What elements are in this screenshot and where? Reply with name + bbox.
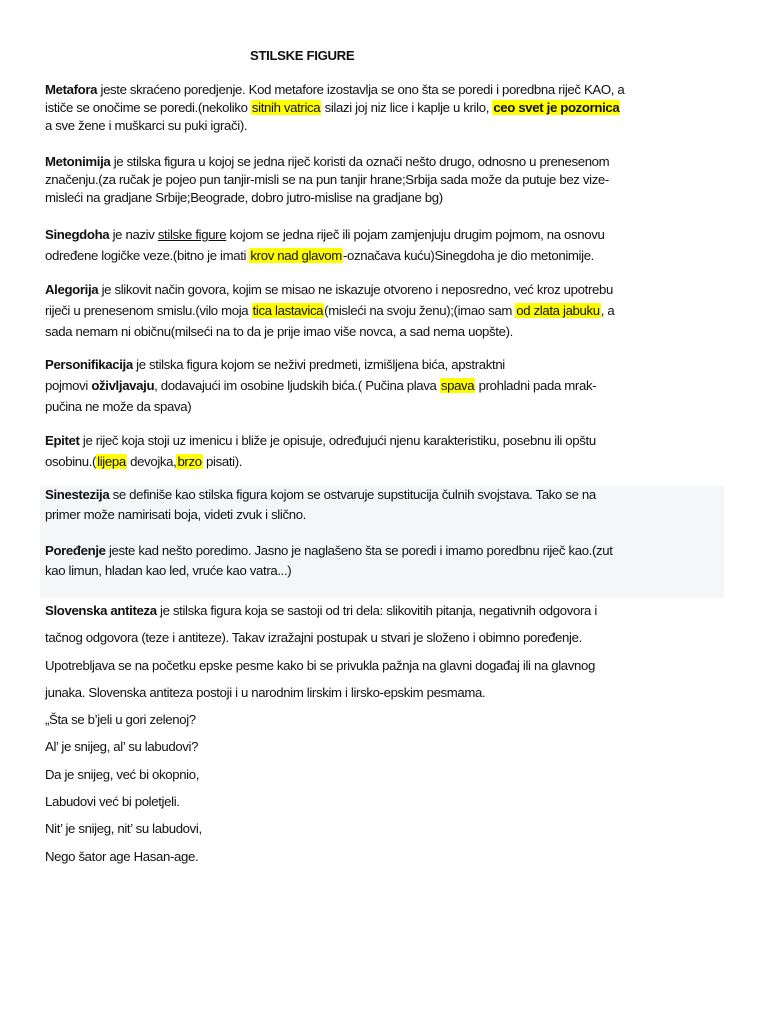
highlight-krov-nad-glavom: krov nad glavom xyxy=(250,248,342,263)
paragraph-personifikacija: Personifikacija je stilska figura kojom se neživi predmeti, izmišljena bića, apstraktni pojmovi oživljavaju, dodavajući im osobine ljudskih bića.( Pučina plava spava prohladni pada mrak- pučina ne može da spava) xyxy=(45,357,597,414)
paragraph-metafora: Metafora jeste skraćeno poredjenje. Kod metafore izostavlja se ono šta se poredi i poredbna riječ KAO, a ističe se onočime se poredi.(nekoliko sitnih vatrica silazi joj niz lice i kaplje u krilo, ceo svet je pozornica a sve žene i muškarci su puki igrači). xyxy=(45,82,625,133)
highlight-lijepa: lijepa xyxy=(97,454,126,469)
highlight-sitnih-vatrica: sitnih vatrica xyxy=(251,100,321,115)
poem-line: Da je snijeg, već bi okopnio, xyxy=(45,766,200,782)
term-sinestezija: Sinestezija xyxy=(45,487,110,502)
term-metonimija: Metonimija xyxy=(45,154,111,169)
paragraph-sinestezija: Sinestezija se definiše kao stilska figura kojom se ostvaruje supstitucija čulnih svojstava. Tako se na primer može namirisati boja, videti zvuk i slično. xyxy=(45,487,596,522)
poem-line: Nit’ je snijeg, nit’ su labudovi, xyxy=(45,821,202,837)
paragraph-metonimija: Metonimija je stilska figura u kojoj se jedna riječ koristi da označi nešto drugo, odnosno u prenesenom značenju.(za ručak je pojeo pun tanjir-misli se na pun tanjir hrane;Srbija sada može da putuje bez vize- misleći na gradjane Srbije;Beograde, dobro jutro-mislise na gradjane bg) xyxy=(45,154,610,205)
paragraph-epitet: Epitet je riječ koja stoji uz imenicu i bliže je opisuje, određujući njenu karakteristiku, posebnu ili opštu osobinu.(lijepa devojka,brzo pisati). xyxy=(45,433,596,469)
highlight-brzo: brzo xyxy=(177,454,202,469)
term-alegorija: Alegorija xyxy=(45,282,99,297)
paragraph-poredjenje: Poređenje jeste kad nešto poredimo. Jasno je naglašeno šta se poredi i imamo poredbnu riječ kao.(zut kao limun, hladan kao led, vruće kao vatra...) xyxy=(45,543,613,578)
poem-line: Al’ je snijeg, al’ su labudovi? xyxy=(45,739,199,755)
paragraph-slovenska-antiteza: Slovenska antiteza je stilska figura koja se sastoji od tri dela: slikovitih pitanja, negativnih odgovora i tačnog odgovora (teze i antiteze). Takav izražajni postupak u stvari je složeno i obimno poređenje. Upotrebljava se na početku epske pesme kako bi se privukla pažnja na glavni događaj ili na glavnog junaka. Slovenska antiteza postoji i u narodnim lirskim i lirsko-epskim pesmama. „Šta se b’jeli u gori zelenoj? Al’ je snijeg, al’ su labudovi? Da je snijeg, već bi okopnio, Labudovi već bi poletjeli. Nit’ je snijeg, nit’ su labudovi, Nego šator age Hasan-age. xyxy=(45,597,725,870)
term-slovenska-antiteza: Slovenska antiteza xyxy=(45,603,157,618)
term-metafora: Metafora xyxy=(45,82,98,97)
paragraph-alegorija: Alegorija je slikovit način govora, kojim se misao ne iskazuje otvoreno i neposredno, već kroz upotrebu riječi u prenesenom smislu.(vilo moja tica lastavica(misleći na svoju ženu);(imao sam od zlata jabuku, a sada nemam ni običnu(milseći na to da je prije imao više novca, a sad nema uopšte). xyxy=(45,282,615,339)
poem-line: Nego šator age Hasan-age. xyxy=(45,848,199,864)
paragraph-sinegdoha: Sinegdoha je naziv stilske figure kojom se jedna riječ ili pojam zamjenjuju drugim pojmom, na osnovu određene logičke veze.(bitno je imati krov nad glavom-označava kuću)Sinegdoha je dio metonimije. xyxy=(45,227,605,263)
highlight-tica-lastavica: tica lastavica xyxy=(252,303,324,318)
document-title: STILSKE FIGURE xyxy=(250,48,355,63)
poem-line: „Šta se b’jeli u gori zelenoj? xyxy=(45,712,196,728)
link-stilske-figure[interactable]: stilske figure xyxy=(157,227,227,242)
term-sinegdoha: Sinegdoha xyxy=(45,227,110,242)
term-poredjenje: Poređenje xyxy=(45,543,106,558)
highlight-spava: spava xyxy=(440,378,475,393)
highlight-od-zlata-jabuku: od zlata jabuku xyxy=(516,303,600,318)
term-personifikacija: Personifikacija xyxy=(45,357,133,372)
poem-line: Labudovi već bi poletjeli. xyxy=(45,794,180,810)
term-epitet: Epitet xyxy=(45,433,80,448)
highlight-ceo-svet: ceo svet je pozornica xyxy=(493,100,620,115)
